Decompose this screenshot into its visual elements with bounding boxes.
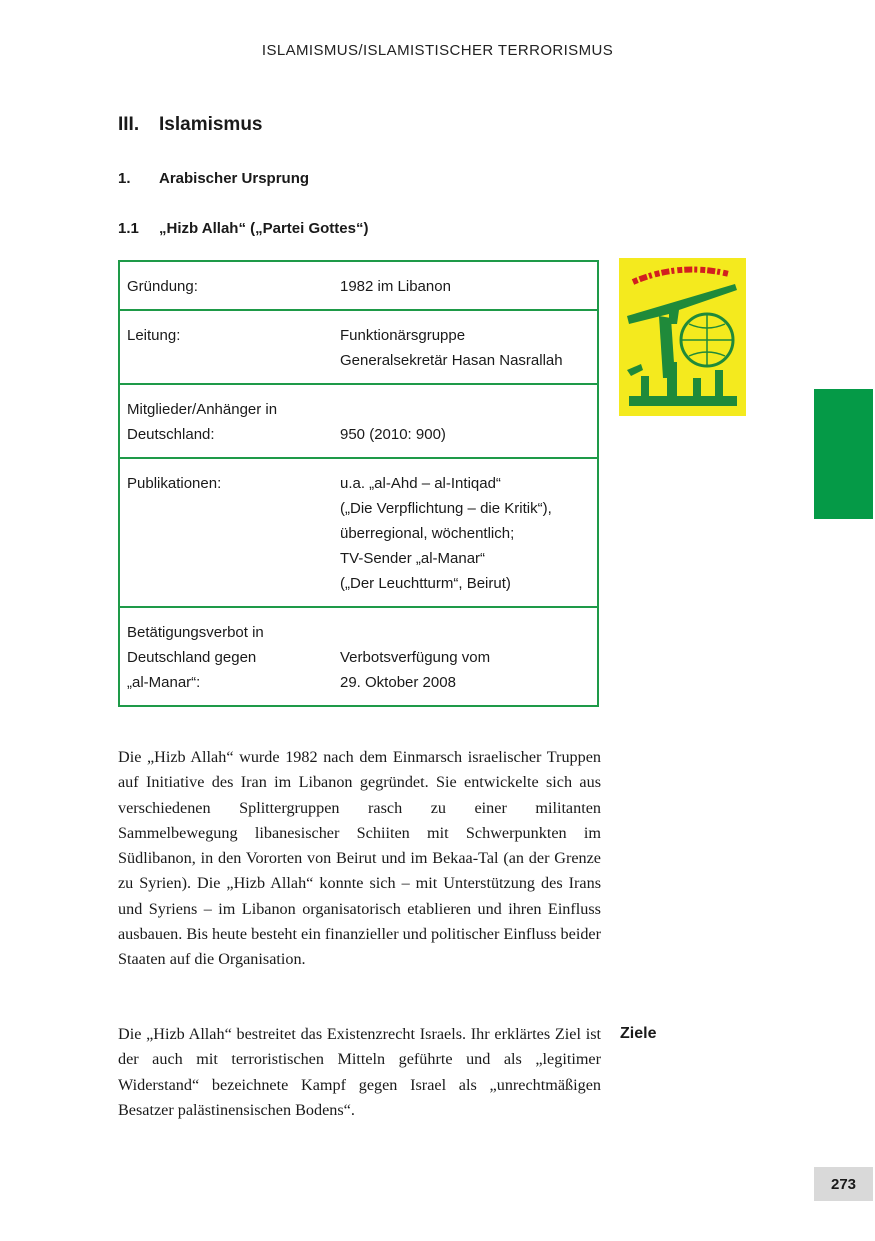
fact-value-line: 950 (2010: 900) bbox=[340, 426, 446, 443]
flag-emblem-svg bbox=[619, 258, 746, 416]
calligraphy-shape bbox=[629, 362, 737, 406]
fact-row-leitung bbox=[120, 309, 597, 383]
running-head: ISLAMISMUS/ISLAMISTISCHER TERRORISMUS bbox=[261, 42, 614, 59]
hizb-allah-flag-icon bbox=[619, 258, 746, 416]
fact-value-line: Verbotsverfügung vom bbox=[340, 649, 491, 666]
chapter-tab-marker bbox=[814, 389, 873, 519]
page-number: 273 bbox=[814, 1167, 873, 1201]
fact-label-line: Mitglieder/Anhänger in bbox=[127, 401, 278, 418]
fact-value-line: 29. Oktober 2008 bbox=[340, 674, 456, 691]
fact-value bbox=[340, 274, 589, 299]
fact-value-line: Funktionärsgruppe bbox=[340, 327, 466, 344]
fact-row-publikationen bbox=[120, 457, 597, 606]
fact-label-line: Deutschland: bbox=[127, 426, 215, 443]
fact-value bbox=[340, 323, 589, 373]
section-heading bbox=[118, 114, 263, 136]
script-banner bbox=[633, 270, 729, 283]
fact-value-line: („Der Leuchtturm“, Beirut) bbox=[340, 575, 511, 592]
fact-label-line: Leitung: bbox=[127, 327, 181, 344]
subsubsection-title: „Hizb Allah“ („Partei Gottes“) bbox=[159, 220, 369, 237]
subsection-number: 1. bbox=[118, 170, 131, 187]
calligraphy-accent bbox=[627, 364, 643, 376]
fact-label-line: Publikationen: bbox=[127, 475, 222, 492]
fact-label-line: Betätigungsverbot in bbox=[127, 624, 264, 641]
fact-label bbox=[127, 323, 340, 373]
fact-value bbox=[340, 422, 589, 447]
body-paragraph: Die „Hizb Allah“ wurde 1982 nach dem Einmarsch israelischer Truppen auf Initiative des Iran im Libanon gegründet. Sie entwickelte sich aus verschiedenen Splittergruppen rasch zu einer militanten Sammelbewegung libanesischer Schiiten mit Schwerpunkten im Südlibanon, in den Vororten von Beirut und im Bekaa-Tal (an der Grenze zu Syrien). Die „Hizb Allah“ konnte sich – mit Unterstützung des Irans und Syriens – im Libanon organisatorisch etablieren und ihren Einfluss ausbauen. Bis heute besteht ein finanzieller und politischer Einfluss beider Staaten auf die Organisation. bbox=[118, 748, 601, 969]
fact-value-line: überregional, wöchentlich; bbox=[340, 525, 515, 542]
section-number: III. bbox=[118, 114, 140, 135]
fact-label bbox=[127, 620, 340, 695]
subsection-title: Arabischer Ursprung bbox=[159, 170, 310, 187]
fact-row-gruendung bbox=[120, 262, 597, 309]
fact-value-line: („Die Verpflichtung – die Kritik“), bbox=[340, 500, 552, 517]
fact-row-betaetigungsverbot bbox=[120, 606, 597, 705]
fact-label-line: Gründung: bbox=[127, 278, 198, 295]
fact-value bbox=[340, 471, 589, 596]
fact-label-line: Deutschland gegen bbox=[127, 649, 257, 666]
fact-label bbox=[127, 397, 340, 447]
fact-value-line: Generalsekretär Hasan Nasrallah bbox=[340, 352, 563, 369]
fact-value-line: u.a. „al-Ahd – al-Intiqad“ bbox=[340, 475, 501, 492]
fact-value bbox=[340, 645, 589, 695]
fact-row-mitglieder bbox=[120, 383, 597, 457]
fact-value-line: TV-Sender „al-Manar“ bbox=[340, 550, 486, 567]
section-title: Islamismus bbox=[159, 114, 263, 135]
subsubsection-number: 1.1 bbox=[118, 220, 139, 237]
subsection-heading bbox=[118, 170, 309, 187]
fact-box bbox=[118, 260, 599, 707]
fact-label bbox=[127, 471, 340, 596]
margin-note: Ziele bbox=[620, 1025, 657, 1042]
body-paragraph: Die „Hizb Allah“ bestreitet das Existenzrecht Israels. Ihr erklärtes Ziel ist der auch mit terroristischen Mitteln geführte und als „legitimer Widerstand“ bezeichnete Kampf gegen Israel als „unrechtmäßigen Besatzer palästinensischen Bodens“. bbox=[118, 1025, 601, 1119]
fact-label bbox=[127, 274, 340, 299]
fact-value-line: 1982 im Libanon bbox=[340, 278, 451, 295]
fact-label-line: „al-Manar“: bbox=[127, 674, 201, 691]
subsubsection-heading bbox=[118, 220, 368, 237]
